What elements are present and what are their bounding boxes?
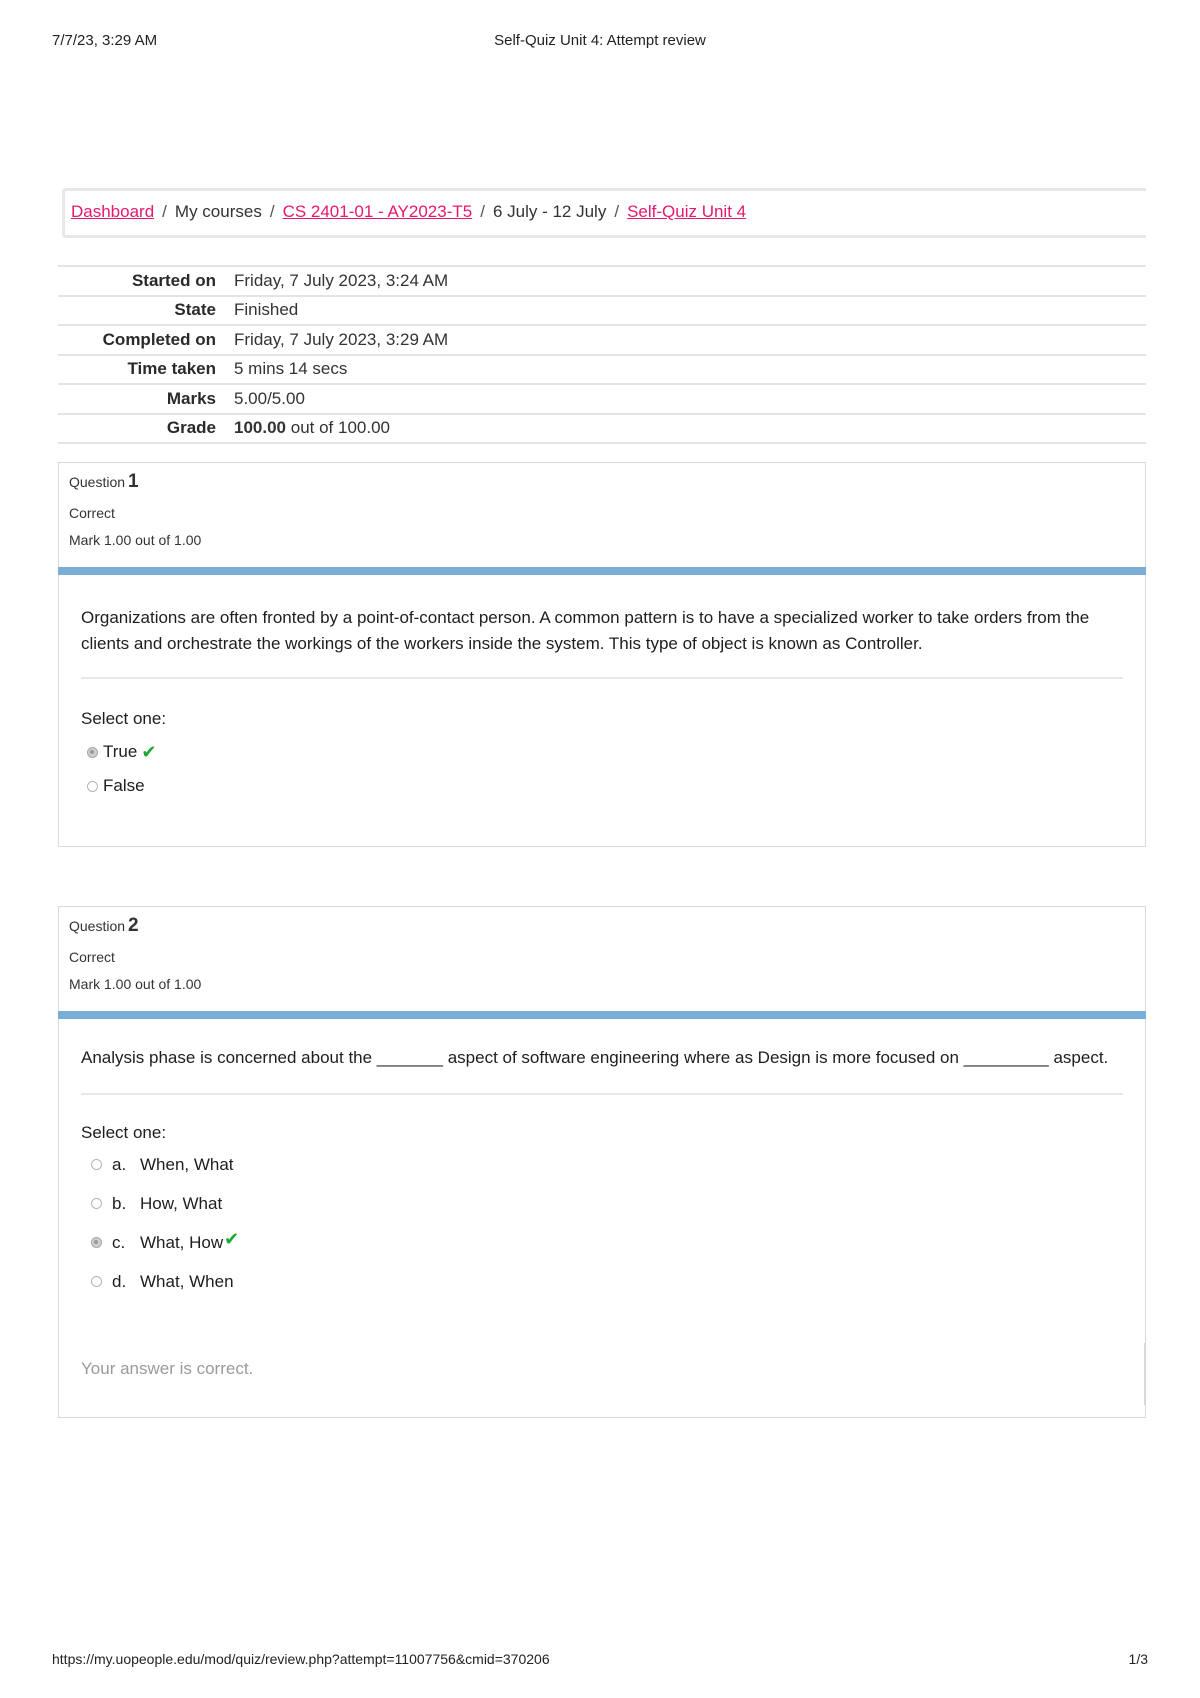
breadcrumb-separator: / (480, 202, 485, 221)
question-text: Analysis phase is concerned about the _______ aspect of software engineering where as Design is more focused on _________ aspect. (81, 1045, 1123, 1095)
answer-option-a[interactable] (81, 1145, 1123, 1184)
question-grade: Mark 1.00 out of 1.00 (69, 532, 202, 548)
answer-option-false[interactable] (81, 769, 1123, 803)
summary-label: Started on (58, 266, 226, 296)
breadcrumb-dashboard-link[interactable]: Dashboard (71, 202, 155, 221)
option-letter: b. (112, 1193, 127, 1213)
breadcrumb-week: 6 July - 12 July (492, 202, 607, 221)
checkmark-icon: ✔ (224, 1229, 240, 1249)
summary-row-marks (58, 384, 1146, 414)
print-date: 7/7/23, 3:29 AM (52, 32, 158, 49)
option-letter: d. (112, 1271, 127, 1291)
question-info (58, 462, 1146, 567)
breadcrumb-separator: / (614, 202, 620, 221)
question-number: 1 (128, 471, 139, 492)
option-label: What, When (140, 1271, 234, 1291)
answer-option-c[interactable] (81, 1223, 1123, 1262)
question-text: Organizations are often fronted by a point-of-contact person. A common pattern is to have a specialized worker to take orders from the clients and orchestrate the workings of the workers inside the system. This type of object is known as Controller. (81, 605, 1123, 679)
radio-button[interactable] (91, 1159, 102, 1170)
select-one-prompt: Select one: (81, 709, 167, 728)
summary-row-completed (58, 325, 1146, 355)
question-2 (58, 906, 1146, 1418)
option-label: True (103, 742, 138, 761)
breadcrumb-my-courses: My courses (174, 202, 262, 221)
question-label: Question (69, 918, 126, 934)
question-number: 2 (128, 915, 139, 936)
checkmark-icon: ✔ (141, 741, 157, 762)
summary-value: Friday, 7 July 2023, 3:24 AM (226, 266, 1146, 296)
question-divider-bar (58, 567, 1146, 575)
summary-row-state (58, 296, 1146, 326)
radio-button-checked[interactable] (87, 747, 98, 758)
select-one-prompt: Select one: (81, 1123, 167, 1142)
breadcrumb-course-link[interactable]: CS 2401-01 - AY2023-T5 (282, 202, 473, 221)
radio-button[interactable] (87, 781, 98, 792)
question-label: Question (69, 474, 126, 490)
summary-value: Friday, 7 July 2023, 3:29 AM (226, 325, 1146, 355)
question-state: Correct (69, 949, 115, 965)
summary-row-grade (58, 414, 1146, 444)
question-1 (58, 462, 1146, 847)
option-letter: c. (112, 1232, 126, 1252)
option-label: False (103, 776, 145, 795)
option-label: How, What (140, 1193, 223, 1213)
breadcrumb-separator: / (269, 202, 275, 221)
question-divider-bar (58, 1011, 1146, 1019)
summary-row-time (58, 355, 1146, 385)
grade-score: 100.00 (234, 418, 286, 438)
breadcrumb-separator: / (162, 202, 167, 221)
answer-option-true[interactable] (81, 735, 1123, 769)
breadcrumb (62, 188, 1146, 238)
answer-option-b[interactable] (81, 1184, 1123, 1223)
summary-row-started (58, 266, 1146, 296)
print-header (52, 32, 1148, 52)
radio-button-checked[interactable] (91, 1237, 102, 1248)
print-page-number: 1/3 (1128, 1651, 1148, 1667)
breadcrumb-quiz-link[interactable]: Self-Quiz Unit 4 (627, 202, 747, 221)
radio-button[interactable] (91, 1276, 102, 1287)
question-content (58, 575, 1146, 847)
print-title: Self-Quiz Unit 4: Attempt review (494, 32, 706, 49)
question-content (58, 1019, 1146, 1418)
print-footer (52, 1651, 1148, 1671)
question-info (58, 906, 1146, 1011)
summary-label: Completed on (58, 325, 226, 355)
answer-feedback: Your answer is correct. (59, 1343, 1145, 1405)
option-letter: a. (112, 1154, 127, 1174)
option-label: When, What (140, 1154, 234, 1174)
question-grade: Mark 1.00 out of 1.00 (69, 976, 202, 992)
summary-label: Marks (58, 384, 226, 414)
question-state: Correct (69, 505, 115, 521)
answer-option-d[interactable] (81, 1262, 1123, 1301)
summary-value (226, 414, 1146, 444)
print-url: https://my.uopeople.edu/mod/quiz/review.php?attempt=11007756&cmid=370206 (52, 1651, 550, 1667)
summary-label: Grade (58, 414, 226, 444)
summary-value: 5 mins 14 secs (226, 355, 1146, 385)
option-label: What, How (140, 1232, 224, 1252)
summary-label: Time taken (58, 355, 226, 385)
grade-out-of: out of 100.00 (290, 418, 390, 438)
summary-value: Finished (226, 296, 1146, 326)
radio-button[interactable] (91, 1198, 102, 1209)
attempt-summary-table (58, 265, 1146, 444)
summary-label: State (58, 296, 226, 326)
summary-value: 5.00/5.00 (226, 384, 1146, 414)
